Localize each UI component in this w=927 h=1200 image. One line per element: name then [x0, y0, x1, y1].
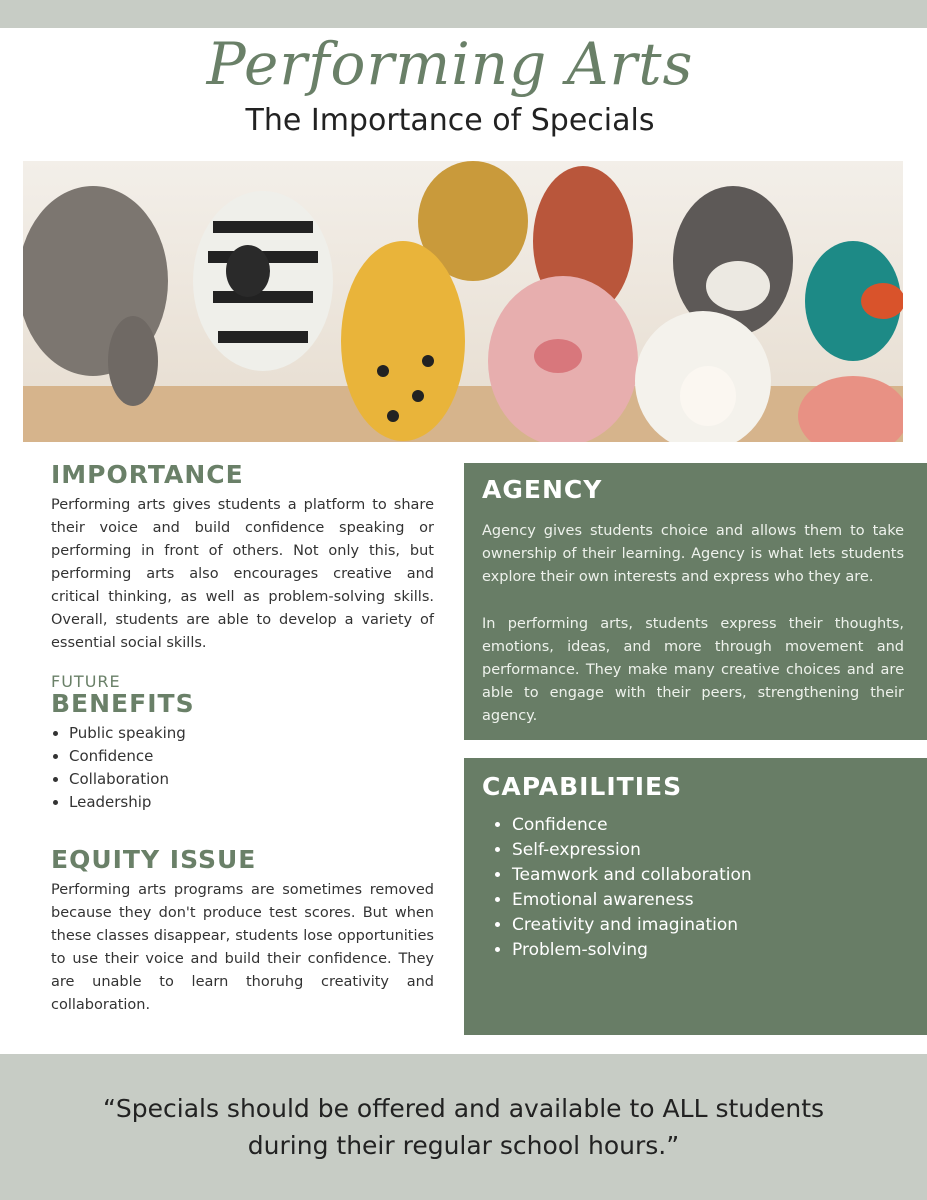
- finger-puppets-photo: [23, 161, 903, 442]
- list-item: • Self-expression: [512, 838, 904, 863]
- page-title: Performing Arts: [206, 30, 694, 98]
- top-band: [0, 0, 927, 28]
- importance-heading: IMPORTANCE: [51, 460, 244, 489]
- agency-paragraph-1: Agency gives students choice and allows them to take ownership of their learning. Agency is what lets students explore their own interests and express who they are.: [482, 523, 904, 585]
- capabilities-heading: CAPABILITIES: [482, 772, 683, 801]
- page-subtitle: The Importance of Specials: [245, 103, 655, 138]
- benefits-section: [51, 672, 434, 814]
- list-item: • Problem-solving: [512, 938, 904, 963]
- capabilities-list: [482, 813, 904, 963]
- list-item: • Teamwork and collaboration: [512, 863, 904, 888]
- list-item: • Leadership: [69, 791, 434, 814]
- importance-section: [51, 460, 434, 655]
- quote-line-2: during their regular school hours.”: [247, 1131, 680, 1160]
- agency-panel: [464, 463, 927, 740]
- footer-quote: [0, 1090, 927, 1164]
- zebra-puppet: [193, 191, 333, 371]
- equity-body: Performing arts programs are sometimes removed because they don't produce test scores. But when these classes disappear, students lose opportunities to use their voice and build their confidence. They are unable to learn thoruhg creativity and collaboration.: [51, 882, 434, 1013]
- list-item: • Collaboration: [69, 768, 434, 791]
- list-item: • Emotional awareness: [512, 888, 904, 913]
- cheetah-puppet: [341, 241, 465, 441]
- benefits-kicker: FUTURE: [51, 672, 121, 691]
- benefits-heading: BENEFITS: [51, 689, 195, 718]
- equity-section: [51, 845, 434, 1017]
- agency-heading: AGENCY: [482, 475, 603, 504]
- importance-body: Performing arts gives students a platform to share their voice and build confidence speaking or performing in front of others. Not only this, but performing arts also encourages creative and critical thinking, as well as problem-solving skills. Overall, students are able to develop a variety of essential social skills.: [51, 497, 434, 651]
- capabilities-panel: [464, 758, 927, 1035]
- benefits-list: [51, 722, 434, 814]
- agency-paragraph-2: In performing arts, students express their thoughts, emotions, ideas, and more through movement and performance. They make many creative choices and are able to engage with their peers, strengthening their agency.: [482, 616, 904, 724]
- quote-line-1: “Specials should be offered and available to ALL students: [102, 1094, 825, 1123]
- pig-puppet: [488, 276, 638, 442]
- list-item: • Creativity and imagination: [512, 913, 904, 938]
- equity-heading: EQUITY ISSUE: [51, 845, 257, 874]
- list-item: • Confidence: [69, 745, 434, 768]
- list-item: • Confidence: [512, 813, 904, 838]
- list-item: • Public speaking: [69, 722, 434, 745]
